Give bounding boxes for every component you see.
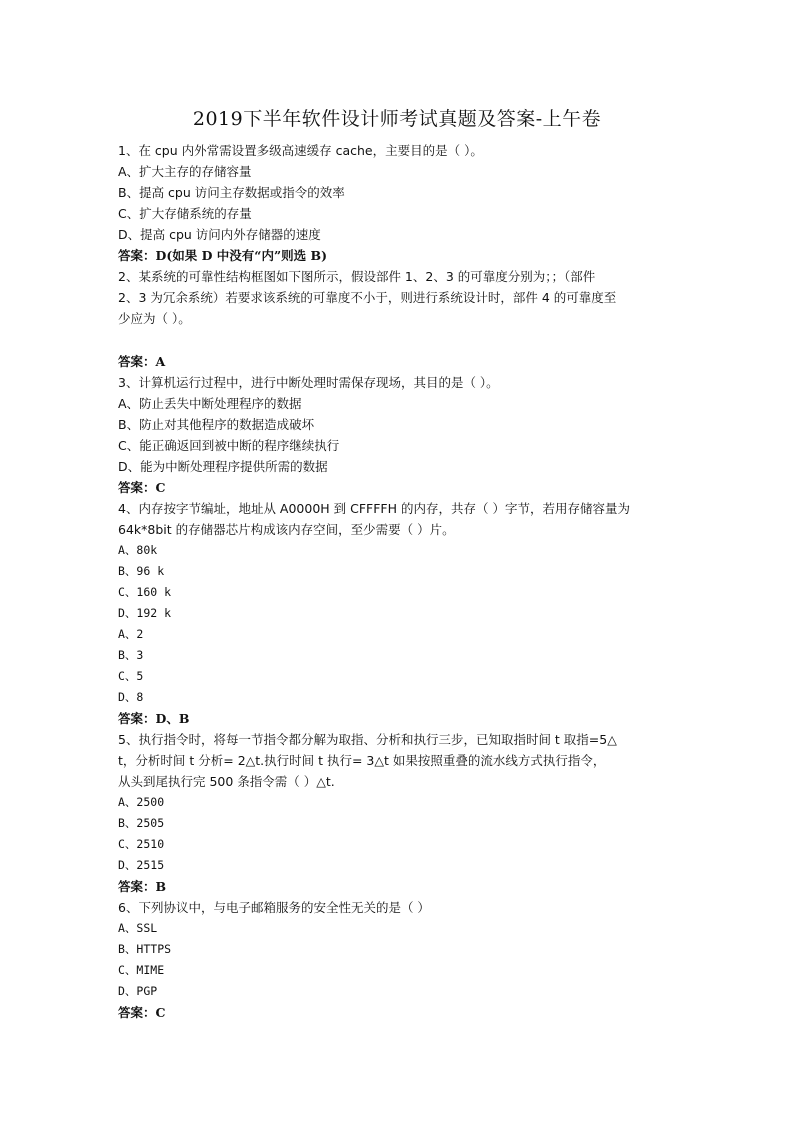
question-6-option-c: C、MIME bbox=[118, 963, 165, 977]
question-3-option-a: A、防止丢失中断处理程序的数据 bbox=[118, 396, 302, 411]
question-5-stem-line-3: 从头到尾执行完 500 条指令需（ ）△t. bbox=[118, 774, 335, 789]
question-2-stem-line-2: 2、3 为冗余系统）若要求该系统的可靠度不小于，则进行系统设计时，部件 4 的可靠度至 bbox=[118, 290, 617, 305]
question-2-answer: 答案：A bbox=[118, 354, 166, 369]
question-5-answer: 答案：B bbox=[118, 879, 167, 894]
question-4-part2-option-c: C、5 bbox=[118, 669, 144, 683]
question-6-option-a: A、SSL bbox=[118, 921, 158, 935]
question-1-option-d: D、提高 cpu 访问内外存储器的速度 bbox=[118, 227, 321, 242]
page-title: 2019下半年软件设计师考试真题及答案-上午卷 bbox=[192, 108, 602, 130]
question-5-option-a: A、2500 bbox=[118, 795, 165, 809]
question-5-stem-line-1: 5、执行指令时，将每一节指令都分解为取指、分析和执行三步，已知取指时间 t 取指=5△ bbox=[118, 732, 617, 747]
question-4-answer: 答案：D、B bbox=[118, 711, 190, 726]
question-1-option-c: C、扩大存储系统的存量 bbox=[118, 206, 252, 221]
question-4-part1-option-d: D、192 k bbox=[118, 606, 172, 620]
question-2-stem-line-1: 2、某系统的可靠性结构框图如下图所示，假设部件 1、2、3 的可靠度分别为；；（部件 bbox=[118, 269, 596, 284]
question-list bbox=[118, 140, 678, 1023]
question-4-stem-line-1: 4、内存按字节编址，地址从 A0000H 到 CFFFFH 的内存，共存（ ）字节，若用存储容量为 bbox=[118, 501, 630, 516]
figure-placeholder-gap bbox=[118, 329, 678, 351]
question-6-stem: 6、下列协议中，与电子邮箱服务的安全性无关的是（ ） bbox=[118, 900, 430, 915]
question-5-option-d: D、2515 bbox=[118, 858, 165, 872]
question-4-part1-option-a: A、80k bbox=[118, 543, 158, 557]
question-4-part2-option-a: A、2 bbox=[118, 627, 144, 641]
question-3-option-c: C、能正确返回到被中断的程序继续执行 bbox=[118, 438, 340, 453]
question-4-part1-option-b: B、96 k bbox=[118, 564, 165, 578]
question-1-option-a: A、扩大主存的存储容量 bbox=[118, 164, 252, 179]
question-6-option-b: B、HTTPS bbox=[118, 942, 172, 956]
question-5-option-b: B、2505 bbox=[118, 816, 165, 830]
question-4-part2-option-d: D、8 bbox=[118, 690, 144, 704]
question-2-stem-line-3: 少应为（ ）。 bbox=[118, 311, 191, 326]
question-3-option-d: D、能为中断处理程序提供所需的数据 bbox=[118, 459, 328, 474]
question-3-stem: 3、计算机运行过程中，进行中断处理时需保存现场，其目的是（ ）。 bbox=[118, 375, 499, 390]
question-4-part2-option-b: B、3 bbox=[118, 648, 144, 662]
question-4-stem-line-2: 64k*8bit 的存储器芯片构成该内存空间，至少需要（ ）片。 bbox=[118, 522, 455, 537]
question-5-option-c: C、2510 bbox=[118, 837, 165, 851]
question-6-option-d: D、PGP bbox=[118, 984, 158, 998]
question-1-stem: 1、在 cpu 内外常需设置多级高速缓存 cache，主要目的是（ ）。 bbox=[118, 143, 483, 158]
question-3-option-b: B、防止对其他程序的数据造成破坏 bbox=[118, 417, 315, 432]
question-3-answer: 答案：C bbox=[118, 480, 166, 495]
question-5-stem-line-2: t，分析时间 t 分析= 2△t.执行时间 t 执行= 3△t 如果按照重叠的流水线方式执行指令， bbox=[118, 753, 606, 768]
question-1-answer: 答案：D(如果 D 中没有“内”则选 B) bbox=[118, 248, 328, 263]
question-1-option-b: B、提高 cpu 访问主存数据或指令的效率 bbox=[118, 185, 345, 200]
question-4-part1-option-c: C、160 k bbox=[118, 585, 172, 599]
question-6-answer: 答案：C bbox=[118, 1005, 166, 1020]
